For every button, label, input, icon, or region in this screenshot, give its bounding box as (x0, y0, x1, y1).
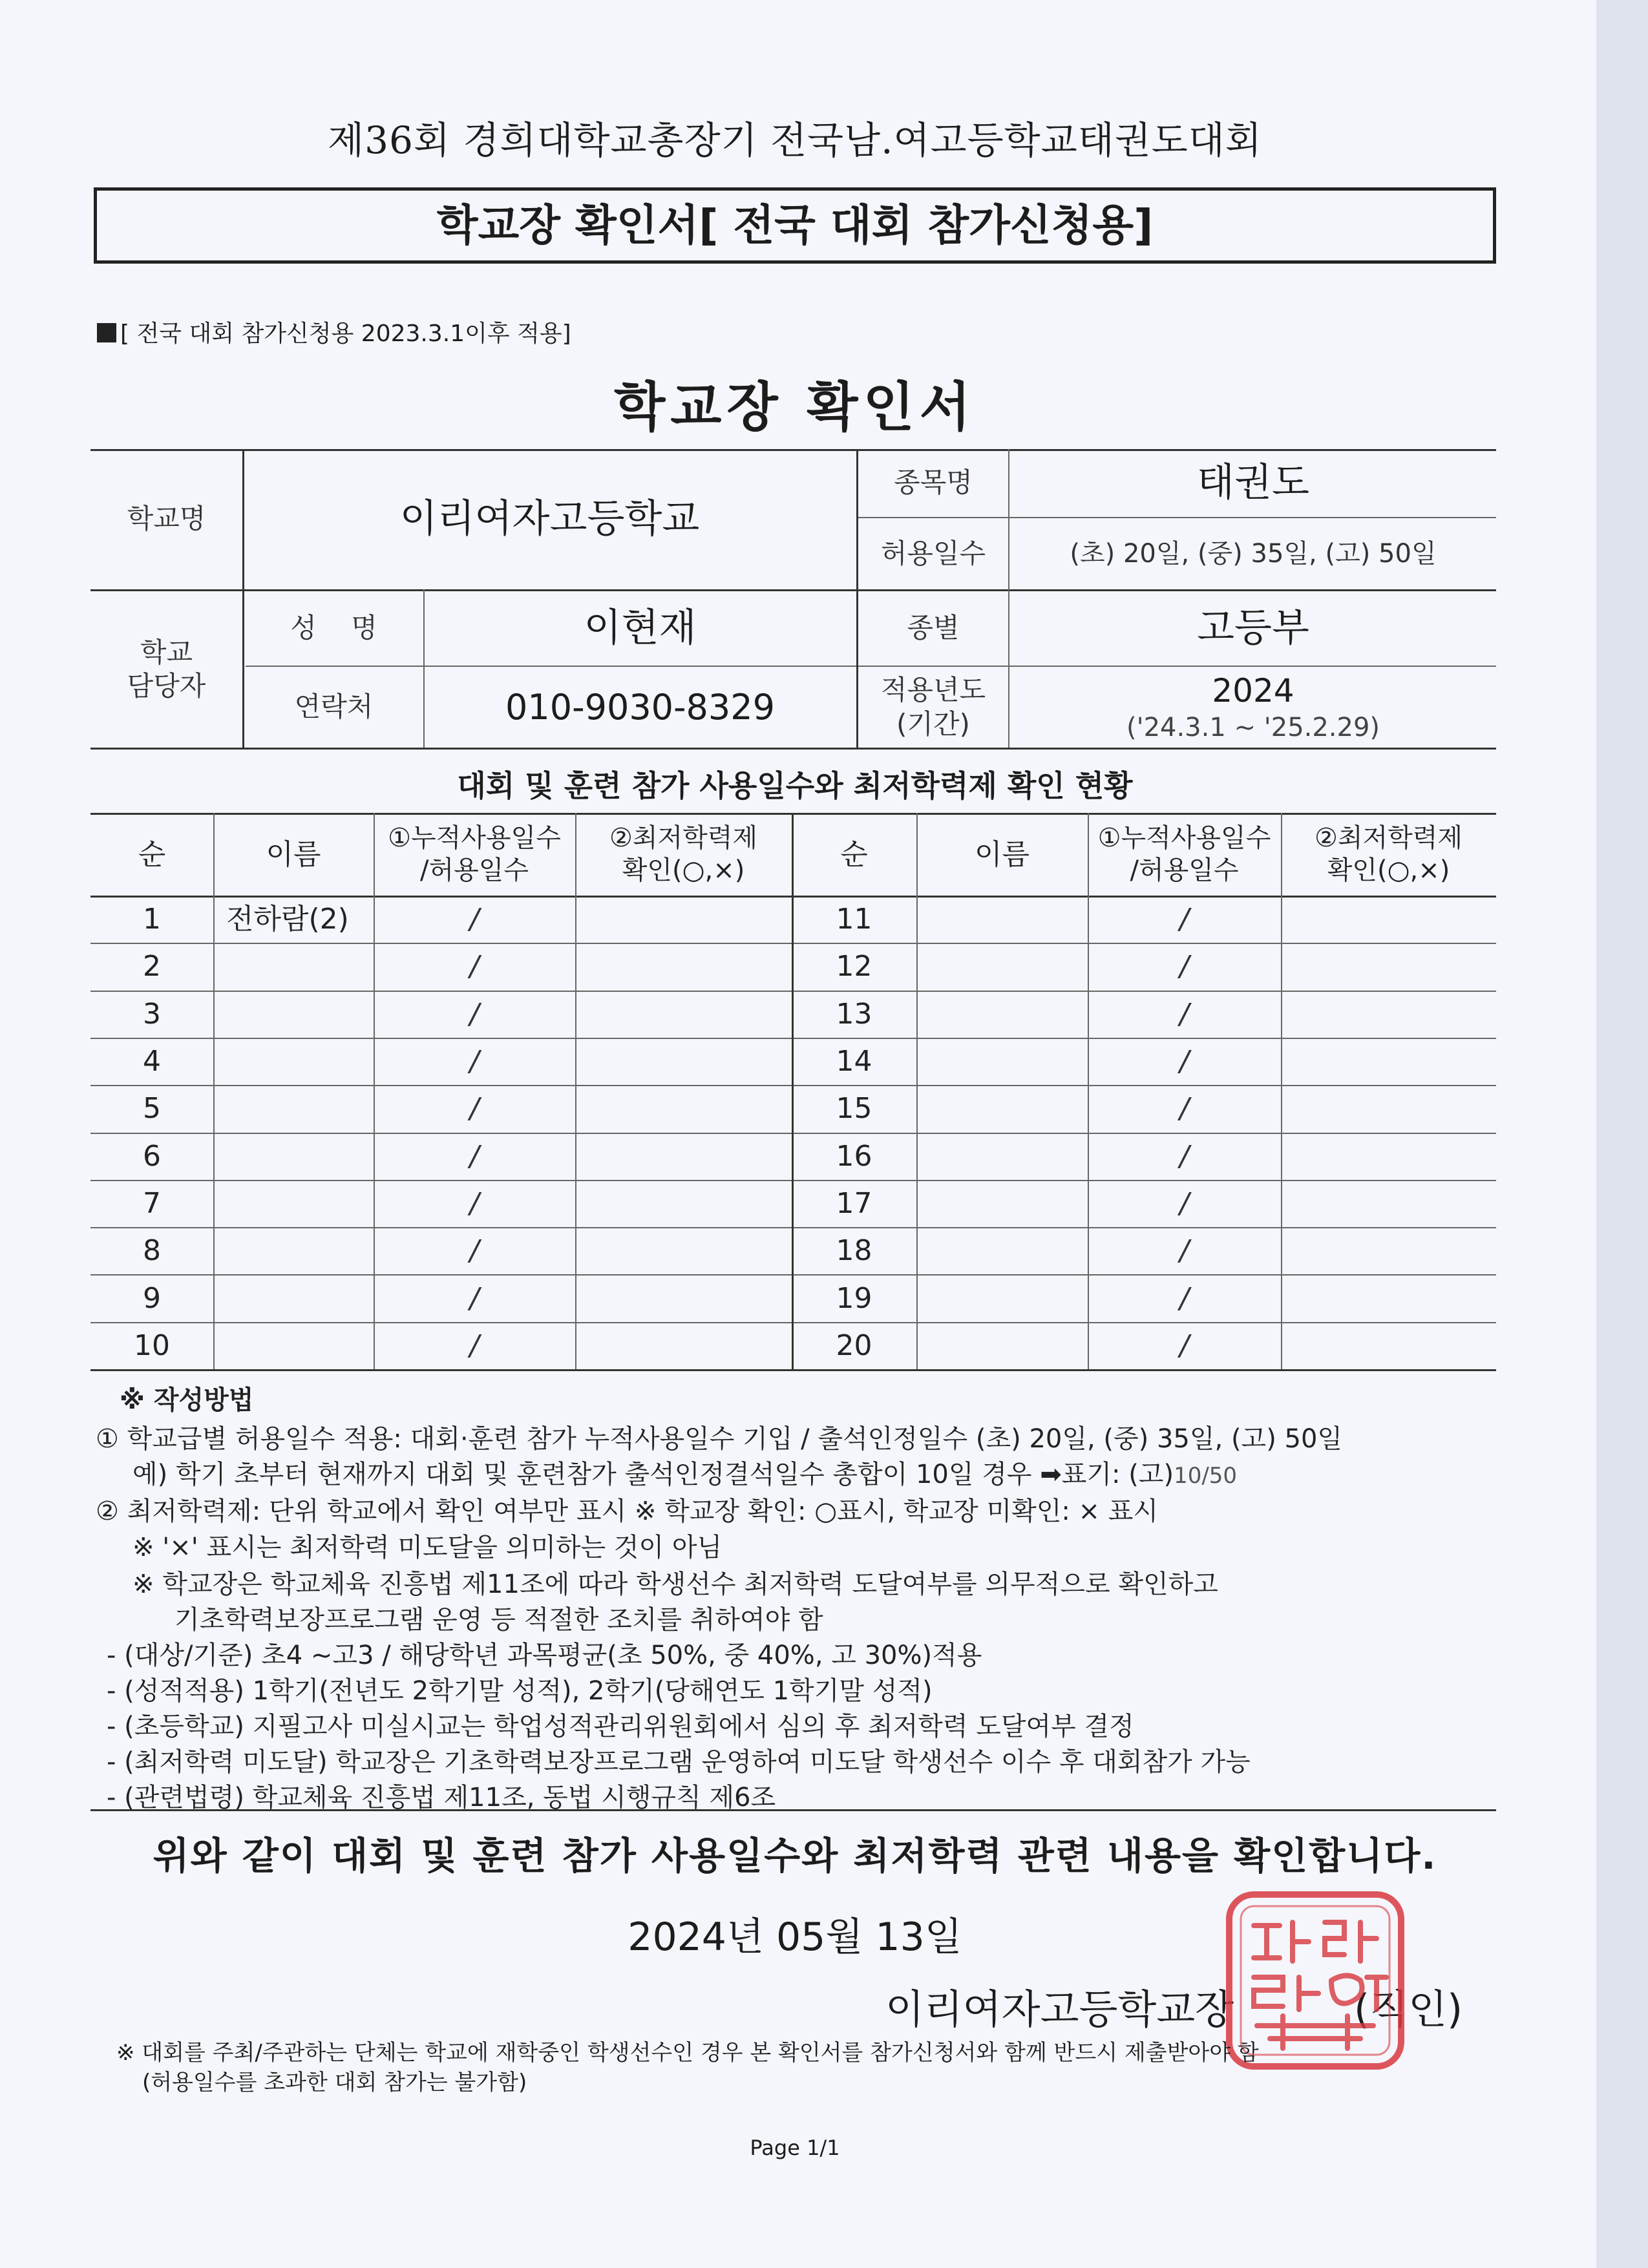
staff-label (90, 591, 242, 748)
header-check-1 (1281, 813, 1496, 896)
header-check-0 (575, 813, 792, 896)
row-days-slash: / (1179, 1092, 1189, 1126)
row-check-cell (575, 1085, 792, 1132)
row-student-name (226, 1133, 374, 1180)
row-days-slash: / (469, 903, 480, 936)
row-check-cell (575, 943, 792, 990)
method-heading: ※ 작성방법 (120, 1385, 254, 1415)
period-value: ('24.3.1 ~ '25.2.29) (1126, 712, 1380, 742)
issue-date: 2024년 05월 13일 (628, 1915, 962, 1960)
row-number: 19 (836, 1281, 872, 1315)
allowed-days-value: (초) 20일, (중) 35일, (고) 50일 (1070, 539, 1437, 569)
staff-label-line1: 학교 (140, 636, 193, 668)
row-student-name (929, 1180, 1088, 1227)
header-days-line2: /허용일수 (419, 856, 529, 885)
row-number: 2 (143, 950, 161, 983)
method-line-7: - (대상/기준) 초4 ~고3 / 해당학년 과목평균(초 50%, 중 40%, 고 30%)적용 (107, 1641, 982, 1670)
row-days-slash: / (1179, 950, 1189, 983)
event-value: 태권도 (1197, 460, 1309, 505)
row-student-name (226, 1227, 374, 1274)
header-check-line1: ②최저학력제 (609, 823, 758, 853)
method-line-3: ② 최저학력제: 단위 학교에서 확인 여부만 표시 ※ 학교장 확인: ○표시, 학교장 미확인: × 표시 (96, 1496, 1159, 1526)
principal-name: 이리여자고등학교장 (885, 1986, 1234, 2033)
row-number: 7 (143, 1186, 161, 1220)
row-student-name (226, 1180, 374, 1227)
row-student-name (929, 943, 1088, 990)
row-number: 9 (143, 1281, 161, 1315)
year-label (858, 667, 1008, 748)
row-number: 5 (143, 1092, 161, 1126)
school-name-value: 이리여자고등학교 (399, 496, 700, 541)
footnote-line-1: ※ 대회를 주최/주관하는 단체는 학교에 재학중인 학생선수인 경우 본 확인서를 참가신청서와 함께 반드시 제출받아야 함 (116, 2040, 1259, 2066)
notice-text: [ 전국 대회 참가신청용 2023.3.1이후 적용] (120, 320, 571, 347)
row-student-name (226, 1085, 374, 1132)
header-name-0: 이름 (266, 837, 321, 871)
method-line-11: - (관련법령) 학교체육 진흥법 제11조, 동법 시행규칙 제6조 (107, 1783, 776, 1812)
section-title: 대회 및 훈련 참가 사용일수와 최저학력제 확인 현황 (457, 768, 1133, 803)
row-days-slash: / (1179, 1281, 1189, 1315)
row-student-name (929, 1227, 1088, 1274)
row-days-slash: / (1179, 1234, 1189, 1268)
row-days-slash: / (469, 997, 480, 1031)
method-line-2 (132, 1454, 1237, 1491)
method-line-4: ※ '×' 표시는 최저학력 미도달을 의미하는 것이 아님 (132, 1533, 723, 1562)
row-days-slash: / (469, 950, 480, 983)
row-check-cell (575, 1227, 792, 1274)
method-line-2-example: 10/50 (1174, 1463, 1238, 1489)
method-line-2-text: 예) 학기 초부터 현재까지 대회 및 훈련참가 출석인정결석일수 총합이 10일 경우 (132, 1460, 1032, 1489)
row-number: 4 (143, 1045, 161, 1078)
row-check-cell (1281, 1133, 1496, 1180)
row-student-name (929, 1322, 1088, 1369)
row-number: 13 (836, 997, 872, 1031)
row-student-name (929, 1038, 1088, 1085)
row-days-slash: / (469, 1092, 480, 1126)
row-days-slash: / (1179, 997, 1189, 1031)
row-days-slash: / (469, 1234, 480, 1268)
square-bullet-icon (97, 323, 116, 342)
row-number: 14 (836, 1045, 872, 1078)
row-number: 17 (836, 1186, 872, 1220)
method-line-8: - (성적적용) 1학기(전년도 2학기말 성적), 2학기(당해연도 1학기말 성적) (107, 1676, 933, 1706)
scan-edge (1596, 0, 1648, 2268)
row-student-name (226, 1038, 374, 1085)
row-check-cell (1281, 1227, 1496, 1274)
row-student-name (226, 1274, 374, 1321)
arrow-right-icon: ➡ (1040, 1460, 1062, 1489)
contact-value: 010-9030-8329 (505, 686, 775, 728)
staff-name-value: 이현재 (584, 605, 697, 651)
row-number: 1 (143, 903, 161, 936)
header-name-1: 이름 (974, 837, 1030, 871)
row-days-slash: / (1179, 903, 1189, 936)
name-label: 성 명 (290, 612, 377, 644)
row-days-slash: / (469, 1328, 480, 1362)
row-number: 12 (836, 950, 872, 983)
row-days-slash: / (469, 1186, 480, 1220)
row-student-name (929, 1085, 1088, 1132)
row-student-name: 전하람(2) (226, 903, 349, 936)
notice-line (97, 315, 571, 348)
page-number: Page 1/1 (750, 2136, 840, 2160)
contest-title: 제36회 경희대학교총장기 전국남.여고등학교태권도대회 (328, 118, 1262, 162)
row-days-slash: / (469, 1139, 480, 1173)
row-number: 15 (836, 1092, 872, 1126)
footnote (116, 2039, 1259, 2098)
row-days-slash: / (469, 1045, 480, 1078)
row-check-cell (575, 896, 792, 943)
row-student-name (929, 1274, 1088, 1321)
row-days-slash: / (469, 1281, 480, 1315)
row-check-cell (1281, 943, 1496, 990)
header-days-line1: ①누적사용일수 (1097, 823, 1271, 853)
category-label: 종별 (907, 612, 960, 644)
row-student-name (226, 991, 374, 1038)
method-line-10: - (최저학력 미도달) 학교장은 기초학력보장프로그램 운영하여 미도달 학생선수 이수 후 대회참가 가능 (107, 1747, 1251, 1777)
row-check-cell (575, 1274, 792, 1321)
method-line-5: ※ 학교장은 학교체육 진흥법 제11조에 따라 학생선수 최저학력 도달여부를 의무적으로 확인하고 (132, 1570, 1218, 1599)
row-number: 10 (134, 1328, 170, 1362)
header-days-1 (1088, 813, 1281, 896)
header-check-line2: 확인(○,×) (622, 856, 745, 885)
row-check-cell (1281, 991, 1496, 1038)
row-days-slash: / (1179, 1139, 1189, 1173)
header-no-0: 순 (138, 837, 166, 871)
row-student-name (929, 896, 1088, 943)
row-number: 11 (836, 903, 872, 936)
method-line-1: ① 학교급별 허용일수 적용: 대회·훈련 참가 누적사용일수 기입 / 출석인정일수 (초) 20일, (중) 35일, (고) 50일 (96, 1424, 1343, 1454)
method-line-2-label: 표기: (고) (1061, 1460, 1174, 1489)
header-no-1: 순 (840, 837, 868, 871)
year-value: 2024 (1212, 672, 1294, 710)
year-label-line1: 적용년도 (880, 674, 986, 706)
row-days-slash: / (1179, 1045, 1189, 1078)
row-check-cell (1281, 1038, 1496, 1085)
document-title: 학교장 확인서 (614, 377, 976, 438)
confirmation-statement: 위와 같이 대회 및 훈련 참가 사용일수와 최저학력 관련 내용을 확인합니다. (153, 1834, 1437, 1878)
row-number: 20 (836, 1328, 872, 1362)
row-check-cell (575, 1038, 792, 1085)
row-number: 3 (143, 997, 161, 1031)
row-check-cell (1281, 1322, 1496, 1369)
row-student-name (929, 1133, 1088, 1180)
seal-label: (직인) (1354, 1986, 1463, 2033)
header-days-0 (374, 813, 575, 896)
allowed-days-label: 허용일수 (880, 537, 986, 569)
row-check-cell (1281, 896, 1496, 943)
row-check-cell (575, 1133, 792, 1180)
row-days-slash: / (1179, 1186, 1189, 1220)
row-number: 6 (143, 1139, 161, 1173)
header-check-line2: 확인(○,×) (1327, 856, 1450, 885)
row-days-slash: / (1179, 1328, 1189, 1362)
staff-label-line2: 담당자 (127, 670, 206, 702)
row-check-cell (1281, 1180, 1496, 1227)
form-title-box: 학교장 확인서[ 전국 대회 참가신청용] (94, 187, 1496, 264)
row-check-cell (1281, 1274, 1496, 1321)
row-check-cell (1281, 1085, 1496, 1132)
row-student-name (226, 1322, 374, 1369)
row-check-cell (575, 991, 792, 1038)
contact-label: 연락처 (294, 691, 374, 723)
row-number: 8 (143, 1234, 161, 1268)
row-student-name (226, 943, 374, 990)
row-student-name (929, 991, 1088, 1038)
row-check-cell (575, 1180, 792, 1227)
method-line-6: 기초학력보장프로그램 운영 등 적절한 조치를 취하여야 함 (174, 1605, 823, 1635)
footnote-line-2: (허용일수를 초과한 대회 참가는 불가함) (142, 2069, 527, 2095)
method-line-9: - (초등학교) 지필고사 미실시교는 학업성적관리위원회에서 심의 후 최저학력 도달여부 결정 (107, 1712, 1134, 1741)
year-value-cell (1010, 667, 1496, 748)
row-check-cell (575, 1322, 792, 1369)
header-days-line1: ①누적사용일수 (388, 823, 561, 853)
row-number: 18 (836, 1234, 872, 1268)
event-label: 종목명 (894, 467, 973, 499)
year-label-line2: (기간) (896, 708, 970, 740)
category-value: 고등부 (1197, 605, 1309, 651)
header-days-line2: /허용일수 (1130, 856, 1239, 885)
school-name-label: 학교명 (127, 503, 206, 535)
header-check-line1: ②최저학력제 (1314, 823, 1463, 853)
row-number: 16 (836, 1139, 872, 1173)
